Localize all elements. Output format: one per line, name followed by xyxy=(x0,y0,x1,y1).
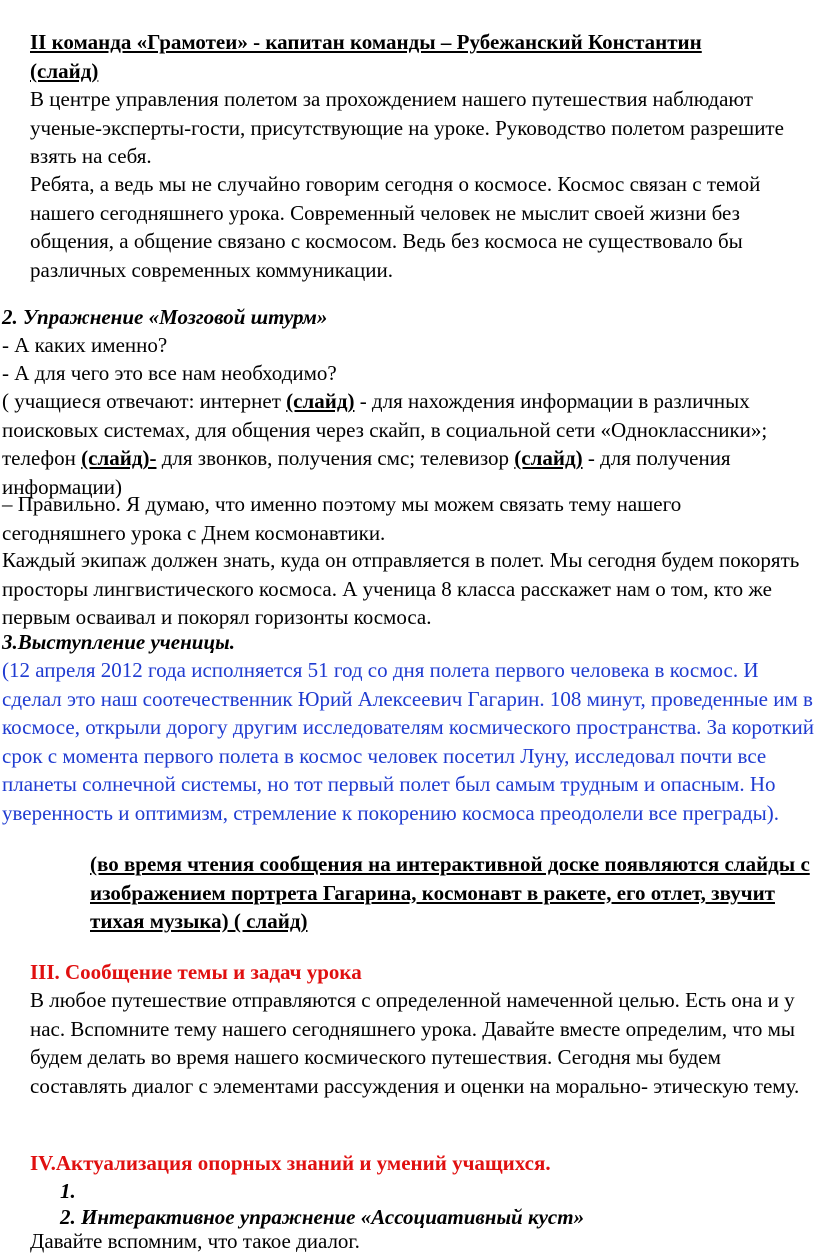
exercise-2-crew xyxy=(2,546,814,632)
exercise-2-question-2-text: - А для чего это все нам необходимо? xyxy=(2,361,337,385)
section-4-title xyxy=(30,1149,810,1178)
exercise-3-title-text: 3.Выступление ученицы. xyxy=(2,630,235,654)
section-3-text xyxy=(30,986,800,1100)
exercise-2-question-1-text: - А каких именно? xyxy=(2,333,168,357)
section-3-title xyxy=(30,958,810,987)
answer-text-2: - для нахождения информации в различных поисковых системах, для общения через скайп, в социальной сети «Одноклассники»; телефон xyxy=(2,389,768,470)
section-4-last-text: Давайте вспомним, что такое диалог. xyxy=(30,1229,360,1253)
section-4-item-1-text: 1. xyxy=(60,1179,76,1203)
exercise-2-title-text: 2. Упражнение «Мозговой штурм» xyxy=(2,305,328,329)
exercise-3-note-text: (во время чтения сообщения на интерактивной доске появляются слайды с изображением портрета Гагарина, космонавт в ракете, его отлет, звучит тихая музыка) ( слайд) xyxy=(90,852,810,933)
intro-paragraph-2 xyxy=(30,170,810,284)
intro-text-1: В центре управления полетом за прохождением нашего путешествия наблюдают ученые-эксперты-гости, присутствующие на уроке. Руководство полетом разрешите взять на себя. xyxy=(30,87,784,168)
section-4-title-text: IV.Актуализация опорных знаний и умений учащихся. xyxy=(30,1151,551,1175)
exercise-2-answer xyxy=(2,387,802,501)
section-4-last xyxy=(30,1227,810,1256)
exercise-2-question-1 xyxy=(2,331,802,360)
team-heading-text: II команда «Грамотеи» - капитан команды – Рубежанский Константин xyxy=(30,30,702,54)
exercise-2-correct xyxy=(2,490,782,547)
section-4-item-1 xyxy=(60,1177,800,1206)
intro-text-2: Ребята, а ведь мы не случайно говорим сегодня о космосе. Космос связан с темой нашего сегодняшнего урока. Современный человек не мыслит своей жизни без общения, а общение связано с космосом. Ведь без космоса не существовало бы различных современных коммуникации. xyxy=(30,172,761,282)
answer-slide-3: (слайд) xyxy=(514,446,583,470)
intro-paragraph-1 xyxy=(30,85,816,171)
section-3-title-text: III. Сообщение темы и задач урока xyxy=(30,960,362,984)
exercise-3-text xyxy=(2,656,814,827)
answer-text-1: ( учащиеся отвечают: интернет xyxy=(2,389,287,413)
exercise-2-correct-text: – Правильно. Я думаю, что именно поэтому мы можем связать тему нашего сегодняшнего урока с Днем космонавтики. xyxy=(2,492,682,545)
exercise-2-crew-text: Каждый экипаж должен знать, куда он отправляется в полет. Мы сегодня будем покорять просторы лингвистического космоса. А ученица 8 класса расскажет нам о том, кто же первым осваивал и покорял горизонты космоса. xyxy=(2,548,800,629)
exercise-2-title xyxy=(2,303,802,332)
answer-slide-2: (слайд)- xyxy=(81,446,157,470)
team-heading xyxy=(30,28,810,85)
team-heading-slide: (слайд) xyxy=(30,58,99,83)
answer-text-3: для звонков, получения смс; телевизор xyxy=(156,446,515,470)
answer-text-4: - для получения информации) xyxy=(2,446,731,499)
exercise-3-title xyxy=(2,628,802,657)
exercise-3-speech: (12 апреля 2012 года исполняется 51 год со дня полета первого человека в космос. И сделал это наш соотечественник Юрий Алексеевич Гагарин. 108 минут, проведенные им в космосе, открыли дорогу другим исследователям космического пространства. За короткий срок с момента первого полета в космос человек посетил Луну, исследовал почти все планеты солнечной системы, но тот первый полет был самым трудным и опасным. Но уверенность и оптимизм, стремление к покорению космоса преодолели все преграды). xyxy=(2,658,814,825)
answer-slide-1: (слайд) xyxy=(286,389,355,413)
exercise-3-note xyxy=(90,850,810,936)
section-4-item-2-text: 2. Интерактивное упражнение «Ассоциативный куст» xyxy=(60,1205,585,1229)
exercise-2-question-2 xyxy=(2,359,802,388)
section-3-body: В любое путешествие отправляются с определенной намеченной целью. Есть она и у нас. Вспомните тему нашего сегодняшнего урока. Давайте вместе определим, что мы будем делать во время нашего космического путешествия. Сегодня мы будем составлять диалог с элементами рассуждения и оценки на морально- этическую тему. xyxy=(30,988,800,1098)
